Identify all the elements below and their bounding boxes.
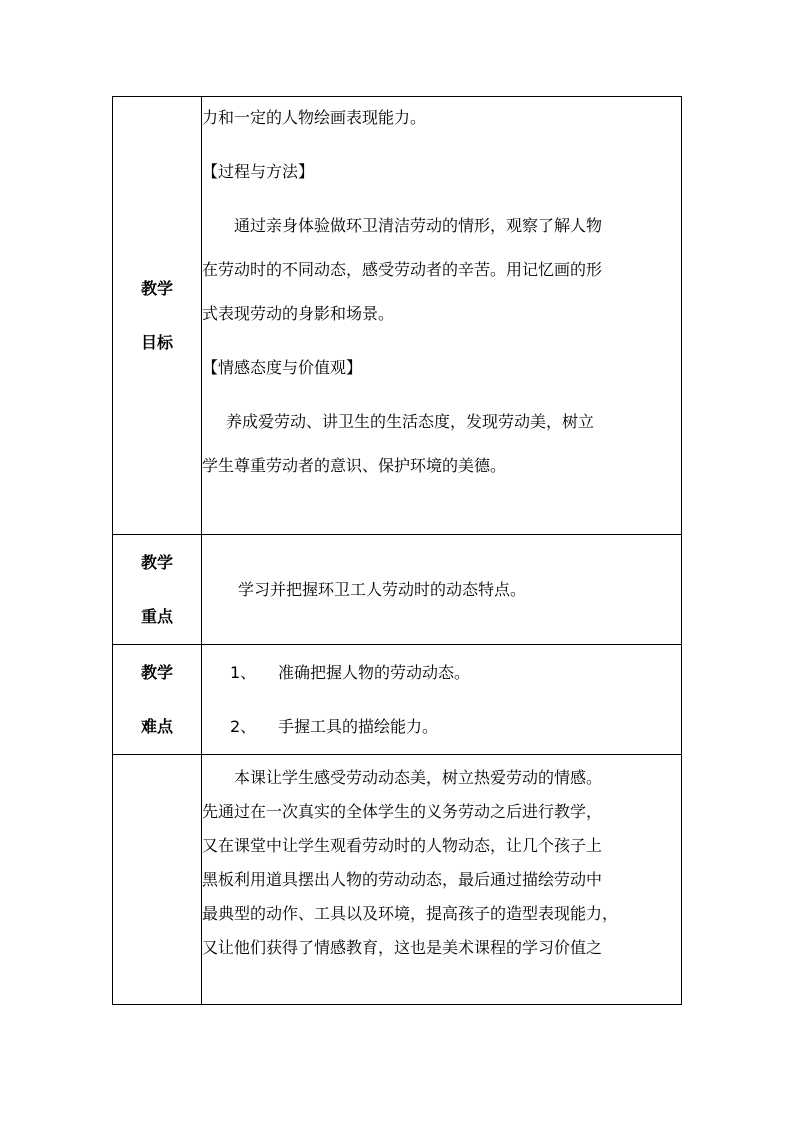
text-line: 先通过在一次真实的全体学生的义务劳动之后进行教学， — [202, 802, 603, 821]
text-line: 本课让学生感受劳动动态美，树立热爱劳动的情感。 — [234, 768, 603, 787]
content-cell — [202, 97, 682, 535]
text-line: 力和一定的人物绘画表现能力。 — [202, 108, 427, 127]
text-line: 养成爱劳动、讲卫生的生活态度，发现劳动美，树立 — [226, 412, 595, 431]
text-line: 在劳动时的不同动态，感受劳动者的辛苦。用记忆画的形 — [202, 260, 603, 279]
content-cell — [202, 645, 682, 755]
text-line: 学生尊重劳动者的意识、保护环境的美德。 — [202, 456, 507, 475]
label-cell — [113, 97, 202, 535]
row-label — [113, 262, 201, 370]
label-line: 目标 — [140, 332, 173, 352]
label-line: 重点 — [140, 606, 173, 626]
row-teaching-focus — [113, 535, 682, 645]
text-line: 式表现劳动的身影和场景。 — [202, 304, 395, 323]
label-cell — [113, 755, 202, 1005]
label-line: 教学 — [140, 278, 173, 298]
row-teaching-difficulty — [113, 645, 682, 755]
list-item — [202, 658, 681, 688]
text-line: 通过亲身体验做环卫清洁劳动的情形，观察了解人物 — [234, 216, 603, 235]
content-cell — [202, 535, 682, 645]
text-line: 黑板利用道具摆出人物的劳动动态，最后通过描绘劳动中 — [202, 870, 603, 889]
text-line: 又在课堂中让学生观看劳动时的人物动态，让几个孩子上 — [202, 836, 603, 855]
section-heading: 【过程与方法】 — [202, 162, 315, 181]
label-line: 难点 — [140, 716, 173, 736]
list-number: 2、 — [230, 716, 257, 736]
list-item — [202, 712, 681, 742]
text-line: 最典型的动作、工具以及环境，提高孩子的造型表现能力， — [202, 904, 619, 923]
list-text: 手握工具的描绘能力。 — [278, 716, 439, 736]
label-cell — [113, 645, 202, 755]
row-teaching-objectives — [113, 97, 682, 535]
row-label — [113, 646, 201, 754]
content-cell — [202, 755, 682, 1005]
list-number: 1、 — [230, 662, 257, 682]
label-cell — [113, 535, 202, 645]
lesson-plan-table — [112, 96, 682, 1005]
section-heading: 【情感态度与价值观】 — [202, 358, 363, 377]
text-line: 学习并把握环卫工人劳动时的动态特点。 — [238, 579, 527, 599]
list-text: 准确把握人物的劳动动态。 — [278, 662, 471, 682]
label-line: 教学 — [140, 552, 173, 572]
row-label — [113, 536, 201, 644]
row-teaching-reflection — [113, 755, 682, 1005]
text-line: 又让他们获得了情感教育，这也是美术课程的学习价值之 — [202, 938, 603, 957]
label-line: 教学 — [140, 662, 173, 682]
